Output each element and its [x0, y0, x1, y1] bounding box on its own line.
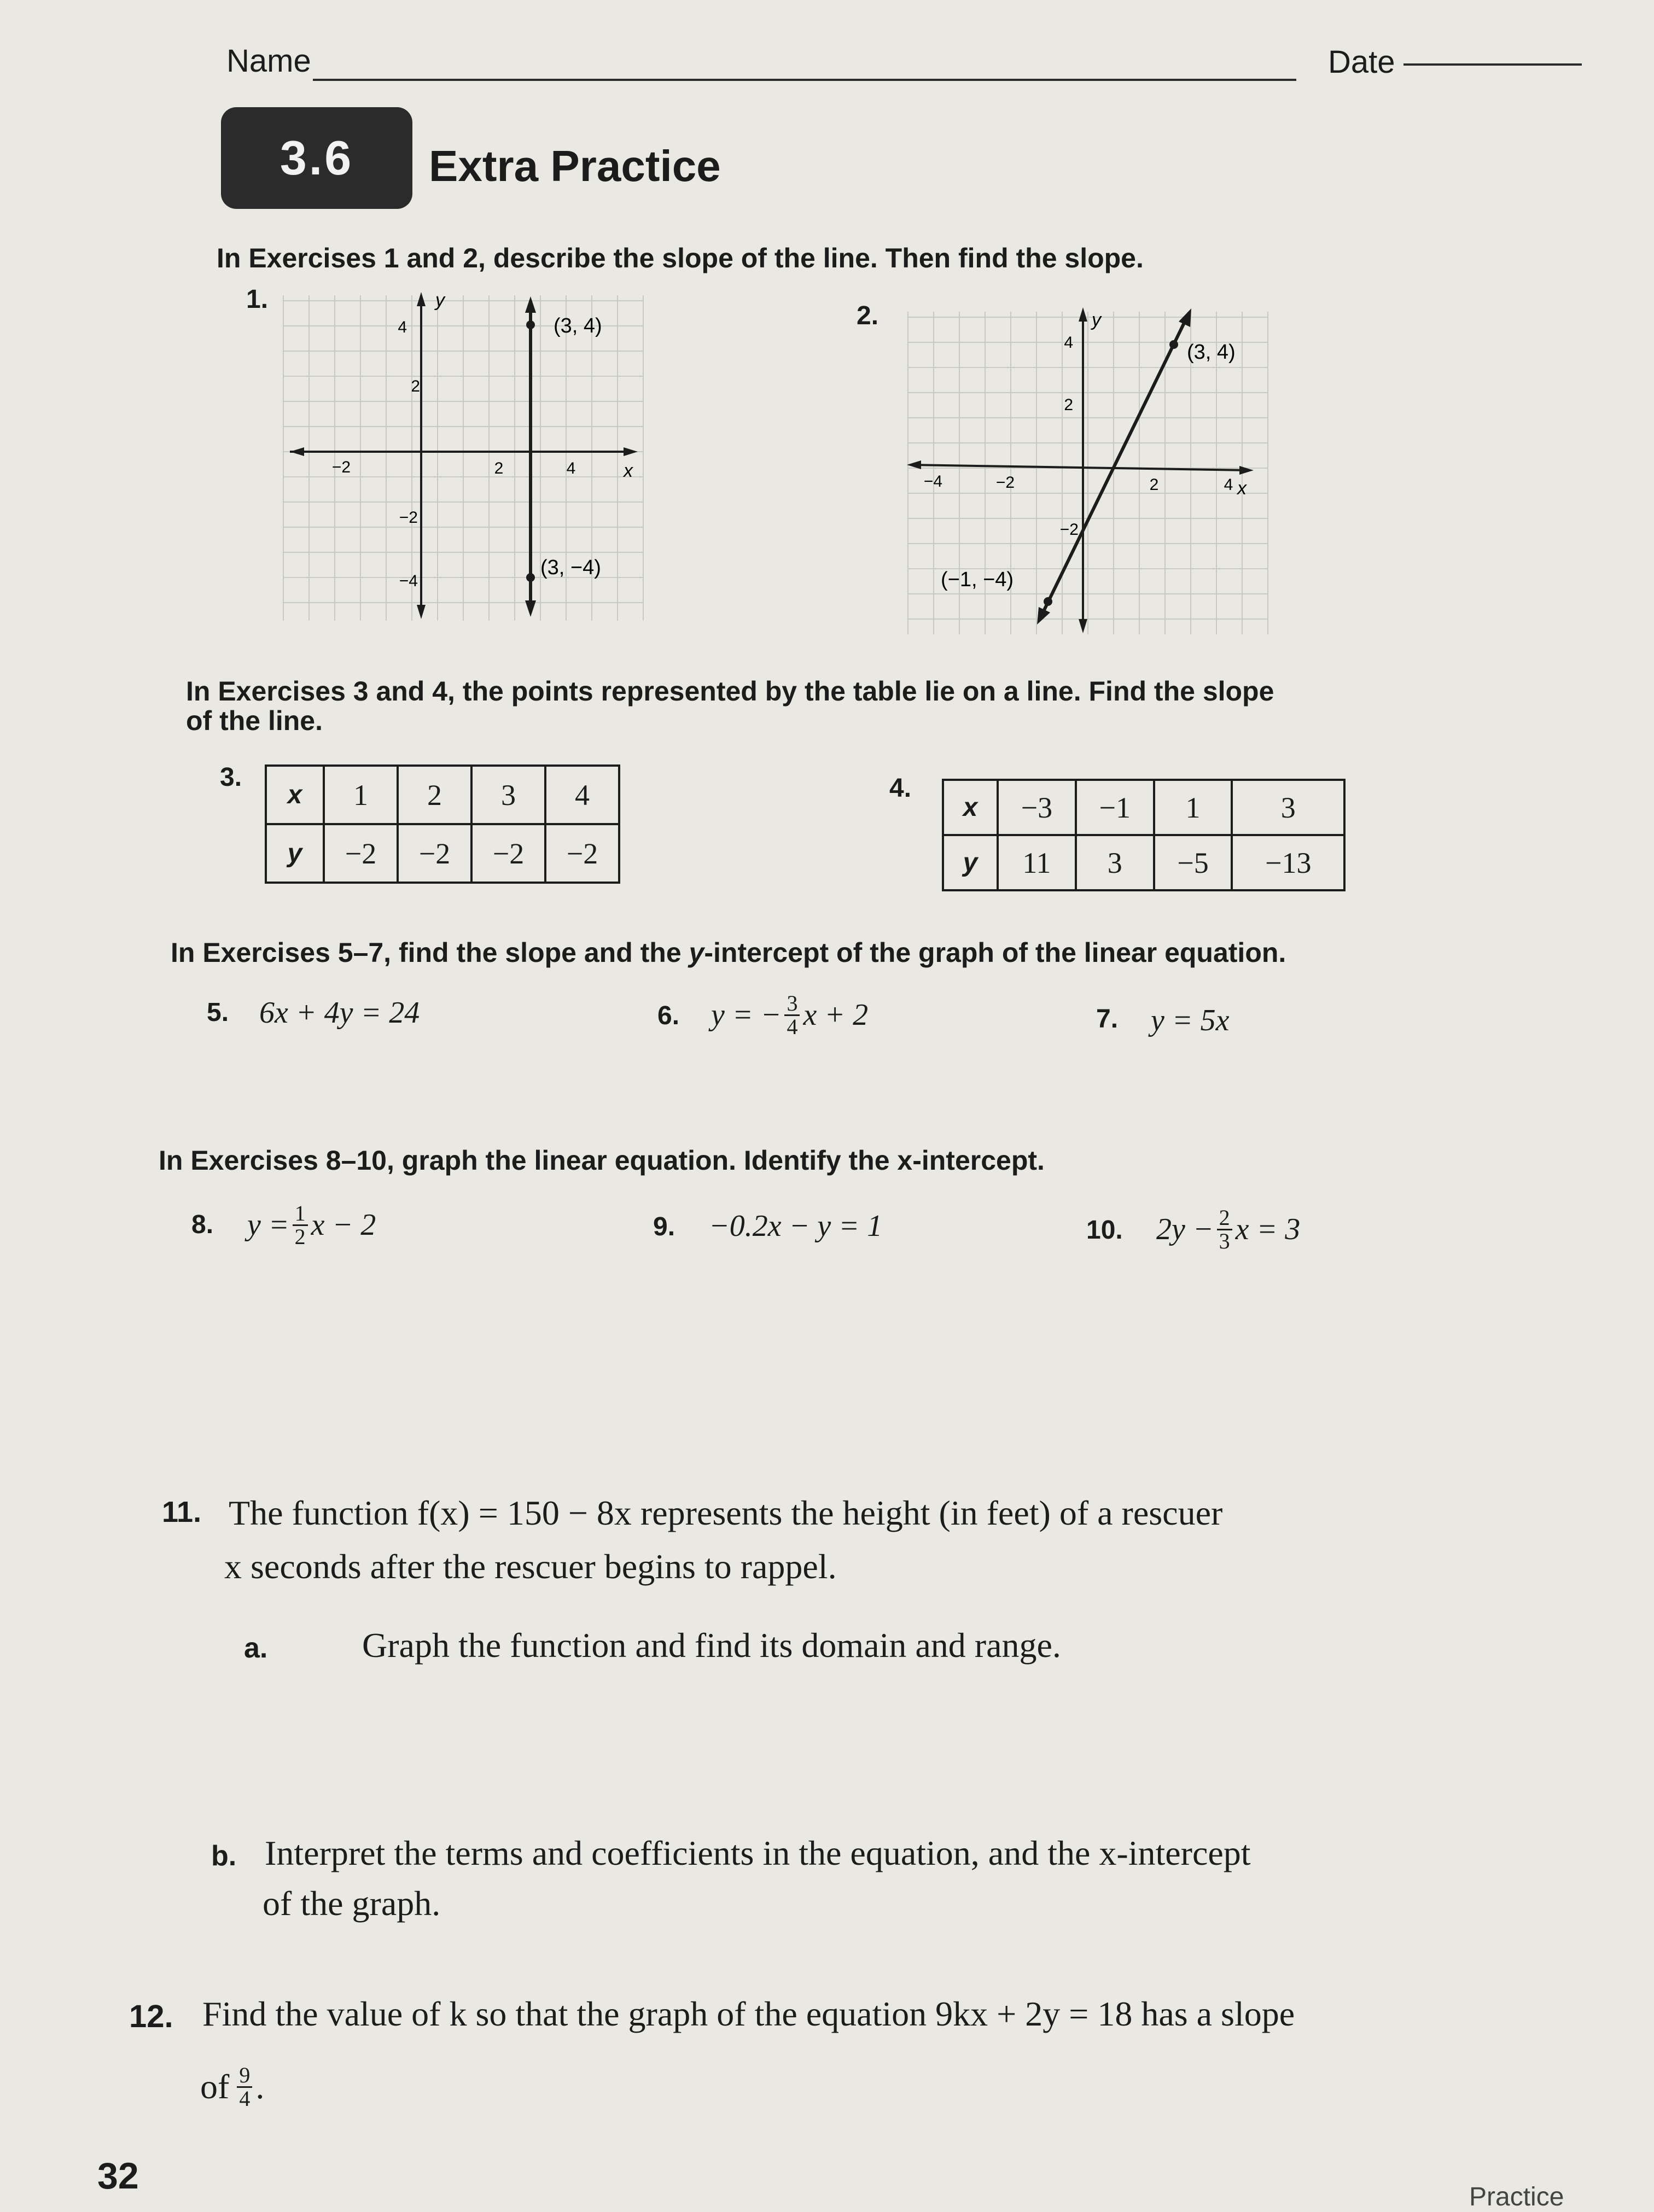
exercise-8-number: 8. [191, 1210, 214, 1239]
exercise-11-line2: x seconds after the rescuer begins to rappel. [224, 1547, 837, 1586]
graph-1-tick-xneg2: −2 [331, 458, 351, 476]
graph-2-point-bottom [1044, 597, 1052, 606]
graph-1-tick-x4: 4 [566, 459, 576, 477]
graph-2-tick-y2: 2 [1064, 396, 1073, 414]
exercise-11a-text: Graph the function and find its domain and range. [362, 1626, 1061, 1665]
graph-2-point-bottom-label: (−1, −4) [941, 568, 1014, 591]
graph-2-point-top-label: (3, 4) [1187, 341, 1236, 364]
table-4-x-cell: 3 [1232, 780, 1344, 835]
graph-1-axis-x-label: x [624, 460, 633, 481]
exercise-11-line1: The function f(x) = 150 − 8x represents the height (in feet) of a rescuer [229, 1493, 1223, 1532]
exercise-2-number: 2. [857, 301, 879, 330]
table-4-x-cell: −3 [998, 780, 1076, 835]
graph-1-line-arrow-down [525, 600, 536, 617]
table-4-y-cell: 11 [998, 835, 1076, 890]
table-4-y-cell: 3 [1076, 835, 1154, 890]
table-3-x-cell: 4 [545, 766, 619, 824]
graph-2-tick-x2: 2 [1149, 476, 1159, 494]
table-3-x-cell: 1 [324, 766, 398, 824]
graph-2-line-arrow-down [1037, 607, 1050, 625]
instructions-ex5-7: In Exercises 5–7, find the slope and the y-intercept of the graph of the linear equation. [171, 937, 1286, 968]
instructions-ex8-10: In Exercises 8–10, graph the linear equation. Identify the x-intercept. [159, 1145, 1045, 1176]
exercise-7-number: 7. [1096, 1005, 1119, 1034]
section-title: Extra Practice [429, 142, 721, 190]
graph-1-point-top-label: (3, 4) [554, 314, 602, 337]
graph-2-tick-x4: 4 [1224, 476, 1233, 494]
table-3-y-cell: −2 [545, 824, 619, 883]
graph-2-tick-y4: 4 [1064, 334, 1073, 352]
exercise-7-equation: y = 5x [1151, 1003, 1230, 1037]
table-4-y-cell: −13 [1232, 835, 1344, 890]
graph-2 [902, 301, 1274, 645]
graph-2-axis-y-label: y [1092, 310, 1101, 330]
table-4-x-cell: −1 [1076, 780, 1154, 835]
date-label: Date [1328, 44, 1395, 80]
table-4 [942, 779, 1346, 891]
graph-2-axis-x-label: x [1237, 478, 1247, 499]
table-3-y-cell: −2 [398, 824, 471, 883]
name-label: Name [226, 43, 311, 79]
graph-1 [273, 284, 656, 634]
graph-2-tick-yneg2: −2 [1059, 521, 1079, 539]
exercise-9-number: 9. [653, 1212, 675, 1241]
graph-2-y-arrow-down [1079, 619, 1087, 633]
table-3-x-cell: 2 [398, 766, 471, 824]
date-underline[interactable] [1403, 63, 1582, 66]
exercise-5-number: 5. [207, 998, 229, 1027]
exercise-12-line2: of $\frac{9}{4}$ . [200, 2062, 265, 2111]
graph-2-y-arrow-up [1079, 307, 1087, 322]
graph-1-point-bottom [526, 573, 535, 582]
exercise-11b-line2: of the graph. [263, 1884, 441, 1923]
exercise-4-number: 4. [889, 774, 912, 803]
table-4-x-cell: 1 [1154, 780, 1232, 835]
graph-1-tick-x2: 2 [494, 459, 504, 477]
exercise-10-equation: 2y − $\frac{2}{3}$ x = 3 [1156, 1205, 1301, 1253]
graph-1-point-top [526, 320, 535, 329]
footer-section-label: Practice [1469, 2182, 1564, 2211]
graph-2-tick-xneg2: −2 [995, 474, 1015, 492]
graph-1-tick-y2: 2 [411, 377, 420, 395]
exercise-11b-line1: Interpret the terms and coefficients in the equation, and the x-intercept [265, 1834, 1251, 1872]
graph-1-tick-yneg4: −4 [399, 572, 418, 590]
instructions-ex1-2: In Exercises 1 and 2, describe the slope of the line. Then find the slope. [217, 243, 1144, 273]
graph-1-tick-yneg2: −2 [399, 509, 418, 527]
graph-2-tick-xneg4: −4 [923, 472, 943, 491]
instructions-ex3-4-line2: of the line. [186, 705, 323, 736]
graph-1-tick-y4: 4 [398, 318, 407, 336]
table-3-y-cell: −2 [471, 824, 545, 883]
exercise-11-number: 11. [162, 1496, 202, 1528]
exercise-5-equation: 6x + 4y = 24 [259, 996, 420, 1030]
exercise-8-equation: y = $\frac{1}{2}$ x − 2 [247, 1200, 376, 1249]
table-4-y-cell: −5 [1154, 835, 1232, 890]
exercise-6-number: 6. [657, 1001, 680, 1030]
graph-2-point-top [1169, 340, 1178, 349]
graph-1-x-arrow-right [624, 447, 638, 456]
page-number: 32 [97, 2155, 139, 2197]
section-number-badge: 3.6 [221, 107, 412, 209]
name-underline[interactable] [313, 79, 1296, 81]
exercise-10-number: 10. [1086, 1216, 1123, 1245]
table-3-x-label: x [266, 766, 324, 824]
exercise-1-number: 1. [246, 285, 269, 314]
exercise-11b-label: b. [211, 1840, 237, 1872]
table-3-y-label: y [266, 824, 324, 883]
graph-1-line-arrow-up [525, 296, 536, 313]
graph-2-x-arrow-right [1239, 466, 1254, 475]
exercise-9-equation: −0.2x − y = 1 [709, 1209, 883, 1243]
graph-1-y-arrow-up [417, 292, 426, 306]
graph-1-axis-y-label: y [435, 290, 445, 311]
table-3 [265, 764, 620, 884]
exercise-12-line1: Find the value of k so that the graph of the equation 9kx + 2y = 18 has a slope [202, 1994, 1295, 2033]
graph-1-point-bottom-label: (3, −4) [540, 556, 601, 579]
instructions-ex3-4-line1: In Exercises 3 and 4, the points represented by the table lie on a line. Find the slope [186, 676, 1274, 707]
table-3-y-cell: −2 [324, 824, 398, 883]
exercise-11a-label: a. [244, 1632, 268, 1664]
exercise-6-equation: y = − $\frac{3}{4}$ x + 2 [711, 990, 869, 1039]
table-4-x-label: x [943, 780, 998, 835]
table-3-x-cell: 3 [471, 766, 545, 824]
graph-1-x-arrow-left [290, 447, 304, 456]
table-4-y-label: y [943, 835, 998, 890]
graph-1-y-arrow-down [417, 605, 426, 619]
exercise-12-number: 12. [129, 1999, 173, 2034]
exercise-3-number: 3. [220, 763, 242, 792]
